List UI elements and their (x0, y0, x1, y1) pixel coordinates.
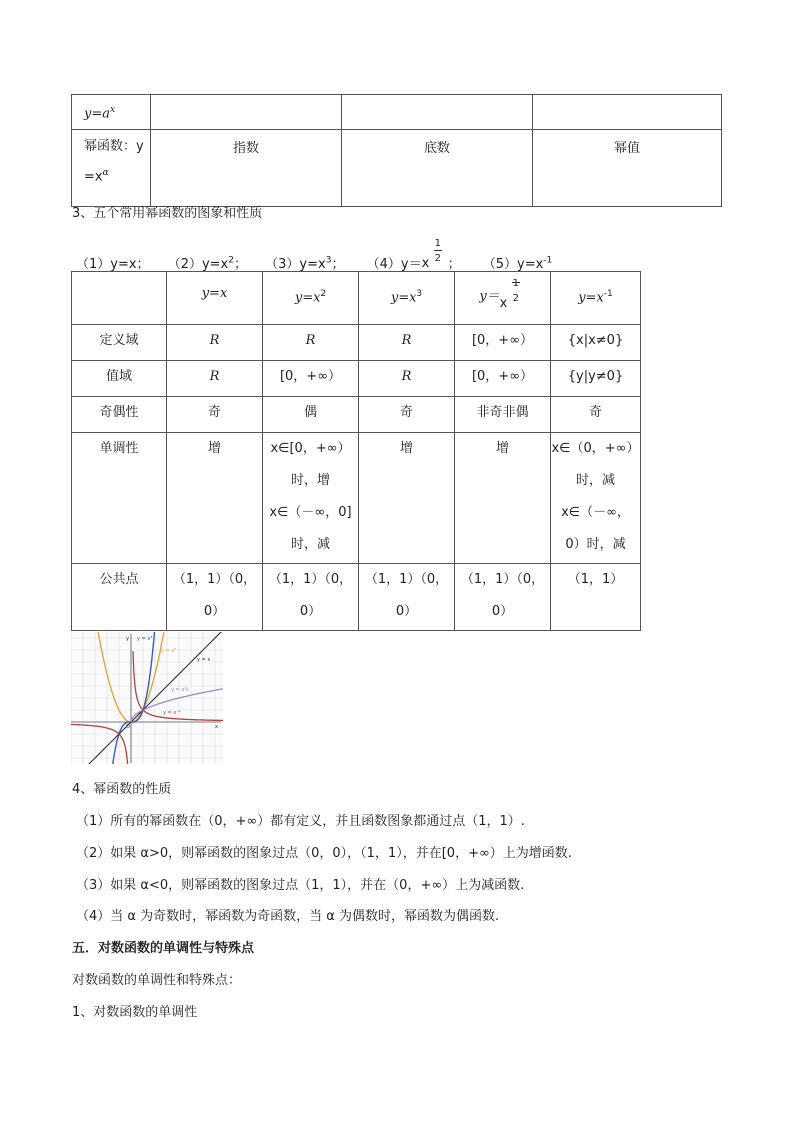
range-cell: {y|y≠0} (551, 361, 641, 397)
common-cell: （1，1）（0， 0） (455, 564, 551, 631)
exponent-table (71, 94, 722, 207)
cell-exponent: 指数 (151, 130, 342, 207)
monotonic-cell: x∈[0，+∞） 时，增 x∈（－∞，0] 时，减 (263, 433, 359, 564)
label-axis-x: x (215, 724, 218, 730)
monotonic-cell: x∈（0，+∞） 时，减 x∈（－∞， 0）时，减 (551, 433, 641, 564)
row-label-domain: 定义域 (72, 325, 167, 361)
domain-cell: [0，+∞） (455, 325, 551, 361)
parity-cell: 奇 (167, 397, 263, 433)
label-axis-y: y (126, 636, 129, 642)
parity-cell: 奇 (359, 397, 455, 433)
monotonic-cell: 增 (167, 433, 263, 564)
label-y-inverse: y = x⁻¹ (163, 710, 181, 716)
label-y-x3: y = x³ (137, 636, 153, 642)
func-item-3: $(3)y=x^3$； (265, 255, 345, 272)
domain-cell: {x|x≠0} (551, 325, 641, 361)
range-cell: [0，+∞） (455, 361, 551, 397)
label-y-x2: y = x² (161, 648, 177, 654)
cell-power-value: 幂值 (533, 130, 722, 207)
monotonic-cell: 增 (359, 433, 455, 564)
common-cell: （1，1）（0， 0） (167, 564, 263, 631)
common-cell: （1，1）（0， 0） (263, 564, 359, 631)
power-func-label: 幂函数：y $=x^\alpha$ (72, 130, 151, 207)
property-2: （2）如果 α>0，则幂函数的图象过点（0，0），（1，1），并在[0，+∞）上为增函数. (76, 846, 572, 861)
domain-cell: R (359, 325, 455, 361)
property-3: （3）如果 α<0，则幂函数的图象过点（1，1），并在（0，+∞）上为减函数. (76, 878, 525, 893)
row-label-monotonicity: 单调性 (72, 433, 167, 564)
range-cell: [0，+∞） (263, 361, 359, 397)
property-4: （4）当 α 为奇数时，幂函数为奇函数，当 α 为偶数时，幂函数为偶函数. (76, 909, 500, 924)
header-y-x3: $y=x^3$ (359, 272, 455, 325)
range-cell: R (167, 361, 263, 397)
section5-intro: 对数函数的单调性和特殊点： (72, 973, 242, 988)
power-functions-graph (71, 632, 223, 764)
header-empty (72, 272, 167, 325)
range-cell: R (359, 361, 455, 397)
exp-func-label: $y=a^x$ (72, 95, 151, 130)
section4-title: 4、幂函数的性质 (72, 782, 172, 797)
monotonic-cell: 增 (455, 433, 551, 564)
cell-base: 底数 (342, 130, 533, 207)
common-cell: （1，1） (551, 564, 641, 631)
common-cell: （1，1）（0， 0） (359, 564, 455, 631)
parity-cell: 非奇非偶 (455, 397, 551, 433)
func-item-1: （1）y=x； (76, 257, 150, 272)
power-function-properties-table (71, 271, 641, 631)
section3-title: 3、五个常用幂函数的图象和性质 (72, 206, 263, 221)
cell (151, 95, 342, 130)
func-item-4: （4）y＝ x 1 2 ； (366, 238, 461, 272)
func-item-2: $(2)y=x^2$； (167, 255, 248, 272)
cell (342, 95, 533, 130)
header-y-x: y=x (167, 272, 263, 325)
parity-cell: 奇 (551, 397, 641, 433)
row-label-parity: 奇偶性 (72, 397, 167, 433)
header-y-x2: $y=x^2$ (263, 272, 359, 325)
row-label-common-point: 公共点 (72, 564, 167, 631)
row-label-range: 值域 (72, 361, 167, 397)
label-y-x: y = x (197, 657, 211, 663)
section5-heading: 五．对数函数的单调性与特殊点 (72, 941, 255, 956)
section5-sub1: 1、对数函数的单调性 (72, 1005, 198, 1020)
func-item-5: $(5)y=x^{-1}$ (482, 255, 553, 272)
parity-cell: 偶 (263, 397, 359, 433)
header-y-sqrt: y＝ x 1 2 (455, 272, 551, 325)
function-list (76, 238, 553, 274)
domain-cell: R (167, 325, 263, 361)
grid (71, 632, 223, 764)
cell (533, 95, 722, 130)
property-1: （1）所有的幂函数在（0，+∞）都有定义，并且函数图象都通过点（1，1）. (76, 814, 525, 829)
label-origin: O (126, 724, 130, 730)
header-y-inverse: $y=x^{-1}$ (551, 272, 641, 325)
domain-cell: R (263, 325, 359, 361)
label-y-sqrt: y = x½ (171, 687, 190, 693)
